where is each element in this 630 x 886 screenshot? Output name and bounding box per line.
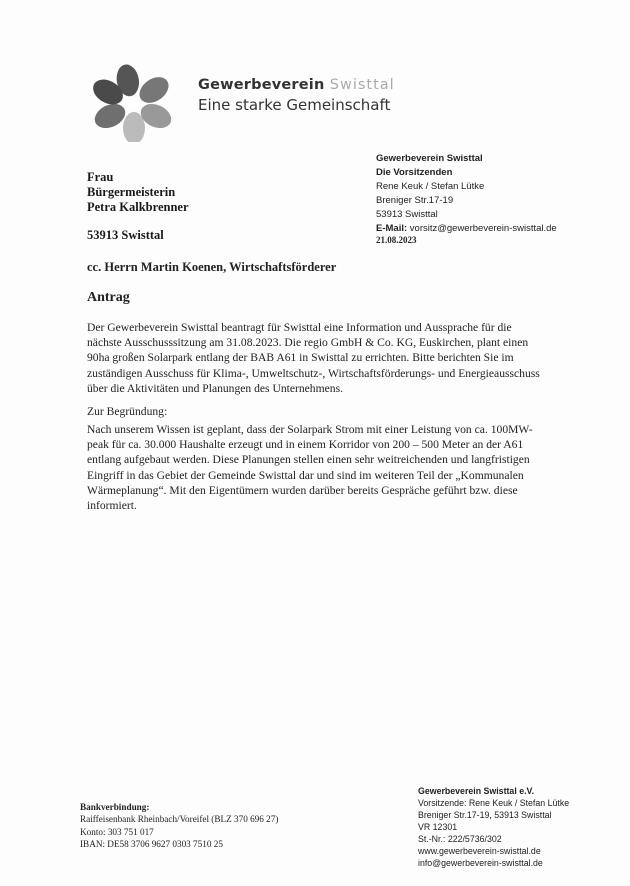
bank-iban: IBAN: DE58 3706 9627 0303 7510 25 — [80, 839, 223, 850]
footer-chairs: Vorsitzende: Rene Keuk / Stefan Lütke — [418, 798, 570, 808]
recipient-salutation: Frau — [87, 170, 114, 184]
org-name-bold: Gewerbeverein — [198, 77, 325, 93]
recipient-title: Bürgermeisterin — [87, 185, 176, 199]
org-tagline: Eine starke Gemeinschaft — [198, 96, 391, 114]
sender-email-line — [376, 222, 557, 236]
bank-account: Konto: 303 751 017 — [80, 826, 154, 837]
body-paragraph-1: Der Gewerbeverein Swisttal beantragt für Swisttal eine Information und Aussprache für die nächste Ausschusssitzung am 31.08.2023. Die regio GmbH & Co. KG, Euskirchen, plant einen 90ha großen Solarpark entlang der BAB A61 in Swisttal zu errichten. Bitte berichten Sie im zuständigen Ausschuss für Klima-, Umweltschutz-, Wirtschaftsförderungs- und Energieausschuss über die Aktivitäten und Planungen des Unternehmens. — [87, 321, 540, 395]
letter-date: 21.08.2023 — [376, 235, 417, 245]
flower-logo-icon — [76, 62, 188, 142]
bank-label: Bankverbindung: — [80, 802, 150, 812]
footer-register: VR 12301 — [418, 822, 458, 832]
footer-block — [418, 785, 569, 869]
recipient-name: Petra Kalkbrenner — [87, 200, 189, 214]
footer-org: Gewerbeverein Swisttal e.V. — [418, 786, 535, 796]
footer-tax: St.-Nr.: 222/5736/302 — [418, 834, 502, 844]
sender-street: Breniger Str.17-19 — [376, 195, 454, 206]
footer-web[interactable]: www.gewerbeverein-swisttal.de — [418, 846, 541, 856]
body-paragraph-2: Nach unserem Wissen ist geplant, dass der Solarpark Strom mit einer Leistung von ca. 100MW-peak für ca. 30.000 Haushalte erzeugt und in einem Korridor von 200 – 500 Meter an der A61 entlang aufgebaut werden. Diese Planungen stellen einen sehr weitreichenden und langfristigen Eingriff in das Gebiet der Gemeinde Swisttal dar und sind im weiteren Teil der „Kommunalen Wärmeplanung“. Mit den Eigentümern wurden darüber bereits Gespräche geführt bzw. diese informiert. — [87, 423, 533, 513]
sender-org: Gewerbeverein Swisttal — [376, 153, 483, 164]
letter-heading: Antrag — [87, 290, 130, 305]
org-name — [198, 77, 395, 93]
sender-email-label: E-Mail: — [376, 223, 408, 234]
reason-label: Zur Begründung: — [87, 405, 168, 418]
footer-email[interactable]: info@gewerbeverein-swisttal.de — [418, 858, 543, 868]
sender-city: 53913 Swisttal — [376, 209, 438, 220]
sender-names: Rene Keuk / Stefan Lütke — [376, 181, 485, 192]
sender-role: Die Vorsitzenden — [376, 167, 453, 178]
org-name-light: Swisttal — [329, 77, 395, 93]
recipient-block — [87, 170, 189, 243]
sender-block — [376, 152, 557, 245]
org-header — [198, 77, 395, 114]
bank-name: Raiffeisenbank Rheinbach/Voreifel (BLZ 370 696 27) — [80, 814, 279, 825]
bank-details — [80, 801, 278, 851]
sender-email[interactable]: vorsitz@gewerbeverein-swisttal.de — [409, 223, 557, 234]
footer-address: Breniger Str.17-19, 53913 Swisttal — [418, 810, 552, 820]
recipient-city: 53913 Swisttal — [87, 228, 164, 242]
cc-line: cc. Herrn Martin Koenen, Wirtschaftsförderer — [87, 260, 337, 274]
